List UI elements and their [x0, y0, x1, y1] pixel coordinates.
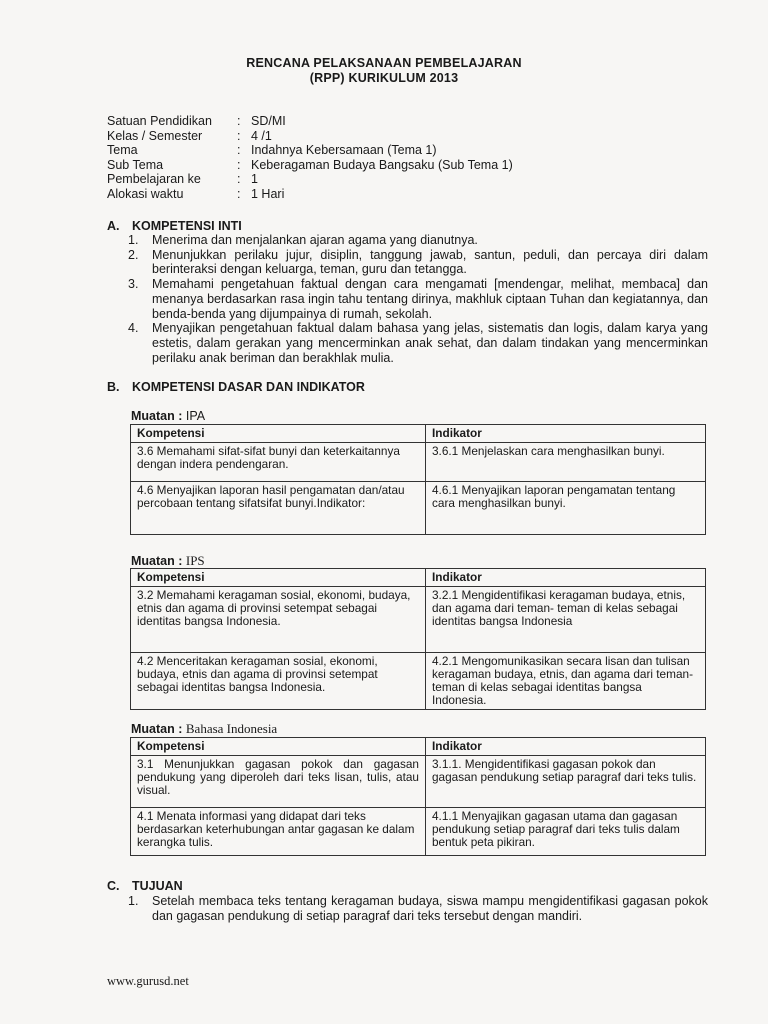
identity-row: [107, 158, 513, 173]
muatan-subject: Bahasa Indonesia: [185, 721, 278, 736]
table-row: [131, 443, 706, 482]
identity-value: 1: [251, 172, 258, 187]
table-row: [131, 587, 706, 653]
list-item: [128, 321, 708, 365]
kompetensi-inti-list: [128, 233, 708, 365]
item-text: Menunjukkan perilaku jujur, disiplin, tanggung jawab, santun, peduli, dan percaya diri dalam berinteraksi dengan keluarga, teman, guru dan tetangga.: [152, 247, 708, 277]
identity-value: Keberagaman Budaya Bangsaku (Sub Tema 1): [251, 157, 513, 172]
identity-colon: :: [237, 128, 241, 143]
col-kompetensi: Kompetensi: [131, 738, 426, 756]
identity-key: Sub Tema: [107, 157, 164, 172]
identity-colon: :: [237, 172, 241, 187]
indikator-cell: 4.2.1 Mengomunikasikan secara lisan dan tulisan keragaman budaya, etnis, dan agama dari teman-teman di kelas sebagai identitas bangsa Indonesia.: [426, 653, 706, 710]
table-row: [131, 653, 706, 710]
kompetensi-cell: 4.2 Menceritakan keragaman sosial, ekonomi, budaya, etnis dan agama di provinsi setempat sebagai identitas bangsa Indonesia.: [131, 653, 426, 710]
kompetensi-cell: 3.2 Memahami keragaman sosial, ekonomi, budaya, etnis dan agama di provinsi setempat sebagai identitas bangsa Indonesia.: [131, 587, 426, 653]
item-number: 2.: [128, 247, 139, 262]
col-kompetensi: Kompetensi: [131, 569, 426, 587]
kompetensi-cell: 3.6 Memahami sifat-sifat bunyi dan keterkaitannya dengan indera pendengaran.: [131, 443, 426, 482]
item-number: 4.: [128, 321, 139, 336]
section-title: KOMPETENSI INTI: [132, 219, 242, 233]
section-a-heading: [107, 219, 242, 233]
identity-block: [107, 114, 513, 202]
section-label: C.: [107, 879, 120, 893]
identity-value: SD/MI: [251, 114, 286, 128]
muatan-ipa-label: [131, 409, 205, 423]
identity-colon: :: [237, 114, 241, 128]
item-text: Setelah membaca teks tentang keragaman budaya, siswa mampu mengidentifikasi gagasan pokok dan gagasan pendukung di setiap paragraf dari teks tersebut dengan mandiri.: [152, 894, 708, 923]
ipa-table: [130, 424, 706, 535]
section-title: KOMPETENSI DASAR DAN INDIKATOR: [132, 380, 365, 394]
item-number: 1.: [128, 894, 139, 908]
footer-site: www.gurusd.net: [107, 974, 189, 988]
muatan-ips-label: [131, 553, 205, 569]
col-indikator: Indikator: [426, 738, 706, 756]
table-header-row: [131, 569, 706, 587]
muatan-subject: IPS: [185, 553, 205, 568]
muatan-prefix: Muatan :: [131, 554, 183, 568]
table-header-row: [131, 425, 706, 443]
identity-row: [107, 129, 513, 144]
section-label: B.: [107, 380, 120, 394]
identity-key: Tema: [107, 143, 138, 158]
indikator-cell: 3.2.1 Mengidentifikasi keragaman budaya, etnis, dan agama dari teman- teman di kelas sebagai identitas bangsa Indonesia: [426, 587, 706, 653]
col-indikator: Indikator: [426, 569, 706, 587]
kompetensi-cell: 4.1 Menata informasi yang didapat dari teks berdasarkan keterhubungan antar gagasan ke dalam kerangka tulis.: [131, 808, 426, 856]
table-row: [131, 756, 706, 808]
identity-colon: :: [237, 143, 241, 158]
identity-row: [107, 143, 513, 158]
list-item: [128, 233, 708, 248]
indikator-cell: 3.1.1. Mengidentifikasi gagasan pokok dan gagasan pendukung setiap paragraf dari teks tulis.: [426, 756, 706, 808]
indikator-cell: 3.6.1 Menjelaskan cara menghasilkan bunyi.: [426, 443, 706, 482]
col-indikator: Indikator: [426, 425, 706, 443]
identity-key: Alokasi waktu: [107, 186, 184, 201]
identity-key: Pembelajaran ke: [107, 172, 201, 187]
list-item: [128, 277, 708, 321]
doc-title-line1: RENCANA PELAKSANAAN PEMBELAJARAN: [246, 56, 522, 70]
tujuan-list: [128, 894, 708, 923]
table-row: [131, 808, 706, 856]
indikator-cell: 4.1.1 Menyajikan gagasan utama dan gagasan pendukung setiap paragraf dari teks tulis dalam bentuk peta pikiran.: [426, 808, 706, 856]
identity-key: Kelas / Semester: [107, 128, 203, 143]
section-title: TUJUAN: [132, 879, 183, 893]
identity-row: [107, 172, 513, 187]
table-header-row: [131, 738, 706, 756]
bi-table: [130, 737, 706, 856]
item-text: Memahami pengetahuan faktual dengan cara mengamati [mendengar, melihat, membaca] dan menanya berdasarkan rasa ingin tahu tentang dirinya, makhluk ciptaan Tuhan dan kegiatannya, dan benda-benda yang dijumpainya di rumah, sekolah.: [152, 277, 708, 321]
kompetensi-cell: 3.1 Menunjukkan gagasan pokok dan gagasan pendukung yang diperoleh dari teks lisan, tulis, atau visual.: [131, 756, 426, 808]
identity-row: [107, 114, 513, 129]
item-text: Menerima dan menjalankan ajaran agama yang dianutnya.: [152, 233, 478, 247]
col-kompetensi: Kompetensi: [131, 425, 426, 443]
identity-colon: :: [237, 186, 241, 201]
table-row: [131, 482, 706, 535]
list-item: [128, 248, 708, 277]
identity-value: 1 Hari: [251, 186, 285, 201]
identity-row: [107, 187, 513, 202]
section-c-heading: [107, 879, 183, 893]
muatan-prefix: Muatan :: [131, 722, 183, 736]
section-label: A.: [107, 219, 120, 233]
muatan-subject: IPA: [185, 409, 206, 423]
indikator-cell: 4.6.1 Menyajikan laporan pengamatan tentang cara menghasilkan bunyi.: [426, 482, 706, 535]
identity-key: Satuan Pendidikan: [107, 114, 212, 128]
section-b-heading: [107, 380, 365, 394]
identity-colon: :: [237, 157, 241, 172]
muatan-bi-label: [131, 721, 277, 737]
identity-value: 4 /1: [251, 128, 272, 143]
item-number: 3.: [128, 277, 139, 292]
item-number: 1.: [128, 233, 139, 247]
item-text: Menyajikan pengetahuan faktual dalam bahasa yang jelas, sistematis dan logis, dalam karya yang estetis, dalam gerakan yang mencerminkan anak sehat, dan dalam tindakan yang mencerminkan perilaku anak beriman dan berakhlak mulia.: [152, 321, 708, 365]
muatan-prefix: Muatan :: [131, 409, 183, 423]
ips-table: [130, 568, 706, 710]
doc-title-line2: (RPP) KURIKULUM 2013: [309, 71, 459, 85]
list-item: [128, 894, 708, 923]
kompetensi-cell: 4.6 Menyajikan laporan hasil pengamatan dan/atau percobaan tentang sifatsifat bunyi.Indikator:: [131, 482, 426, 535]
identity-value: Indahnya Kebersamaan (Tema 1): [251, 143, 437, 158]
